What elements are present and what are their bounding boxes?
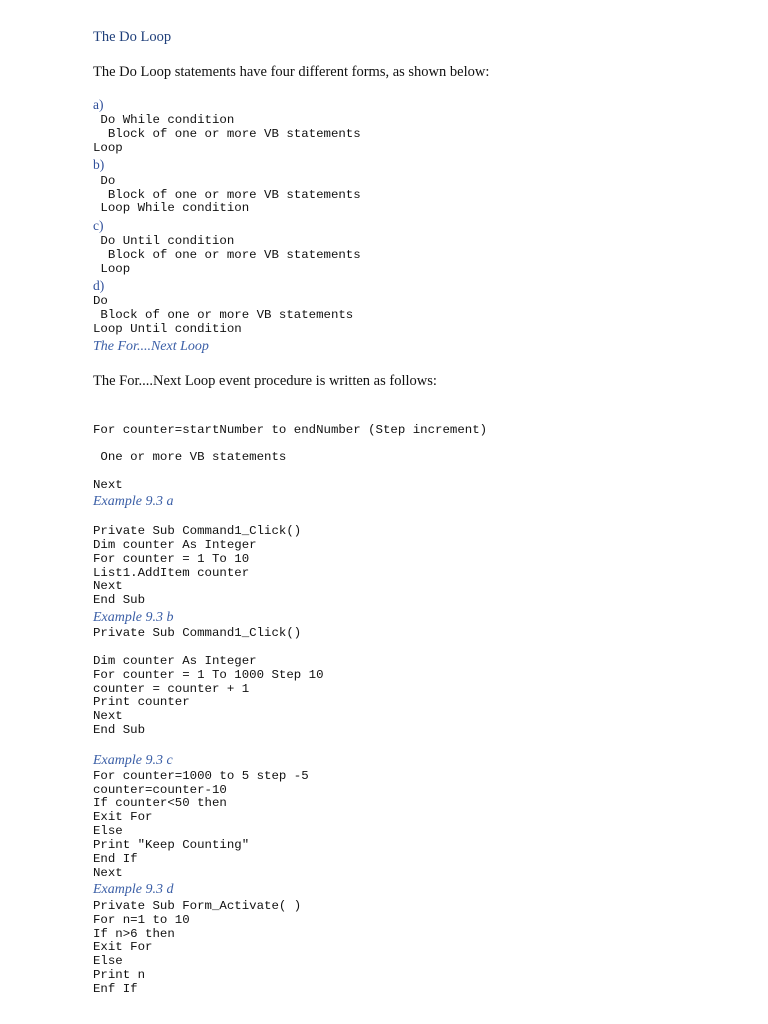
code-line: Exit For bbox=[93, 940, 153, 954]
code-line: Do While condition bbox=[93, 113, 235, 127]
code-line: For n=1 to 10 bbox=[93, 913, 190, 927]
code-line: One or more VB statements bbox=[93, 450, 287, 464]
code-line: If n>6 then bbox=[93, 927, 175, 941]
code-line: Loop Until condition bbox=[93, 322, 242, 336]
example-a-title: Example 9.3 a bbox=[93, 494, 174, 509]
code-line: Dim counter As Integer bbox=[93, 538, 257, 552]
code-line: Block of one or more VB statements bbox=[93, 248, 361, 262]
code-line: For counter = 1 To 10 bbox=[93, 552, 250, 566]
code-line: End Sub bbox=[93, 593, 146, 607]
code-line: For counter = 1 To 1000 Step 10 bbox=[93, 668, 324, 682]
form-c-label: c) bbox=[93, 218, 104, 233]
code-line: Print n bbox=[93, 968, 146, 982]
code-line: Print counter bbox=[93, 695, 190, 709]
code-line: Print "Keep Counting" bbox=[93, 838, 250, 852]
form-d-label: d) bbox=[93, 278, 105, 293]
code-line: Block of one or more VB statements bbox=[93, 188, 361, 202]
example-d-title: Example 9.3 d bbox=[93, 882, 174, 897]
example-b-title: Example 9.3 b bbox=[93, 610, 174, 625]
code-line: Next bbox=[93, 478, 123, 492]
code-line: Else bbox=[93, 954, 123, 968]
code-line: Loop bbox=[93, 262, 131, 276]
for-next-intro: The For....Next Loop event procedure is written as follows: bbox=[93, 373, 437, 389]
code-line: Next bbox=[93, 579, 123, 593]
code-line: Private Sub Command1_Click() bbox=[93, 524, 302, 538]
code-line: Else bbox=[93, 824, 123, 838]
code-line: For counter=startNumber to endNumber (Step increment) bbox=[93, 423, 488, 437]
code-line: Enf If bbox=[93, 982, 138, 996]
code-line: If counter<50 then bbox=[93, 796, 227, 810]
code-line: Private Sub Command1_Click() bbox=[93, 626, 302, 640]
code-line: counter=counter-10 bbox=[93, 783, 227, 797]
code-line: Block of one or more VB statements bbox=[93, 127, 361, 141]
code-line: Next bbox=[93, 866, 123, 880]
code-line: Dim counter As Integer bbox=[93, 654, 257, 668]
code-line: Do Until condition bbox=[93, 234, 235, 248]
form-b-label: b) bbox=[93, 157, 105, 172]
example-c-title: Example 9.3 c bbox=[93, 753, 173, 768]
code-line: End If bbox=[93, 852, 138, 866]
code-line: Loop bbox=[93, 141, 123, 155]
code-line: Block of one or more VB statements bbox=[93, 308, 354, 322]
code-line: Do bbox=[93, 174, 116, 188]
for-next-heading: The For....Next Loop bbox=[93, 339, 209, 354]
code-line: Exit For bbox=[93, 810, 153, 824]
form-a-label: a) bbox=[93, 97, 104, 112]
code-line: For counter=1000 to 5 step -5 bbox=[93, 769, 309, 783]
code-line: Private Sub Form_Activate( ) bbox=[93, 899, 302, 913]
code-line: Next bbox=[93, 709, 123, 723]
do-loop-heading: The Do Loop bbox=[93, 29, 172, 45]
code-line: End Sub bbox=[93, 723, 146, 737]
code-line: Loop While condition bbox=[93, 201, 250, 215]
code-line: Do bbox=[93, 294, 108, 308]
code-line: counter = counter + 1 bbox=[93, 682, 250, 696]
do-loop-intro: The Do Loop statements have four different forms, as shown below: bbox=[93, 64, 490, 80]
code-line: List1.AddItem counter bbox=[93, 566, 250, 580]
